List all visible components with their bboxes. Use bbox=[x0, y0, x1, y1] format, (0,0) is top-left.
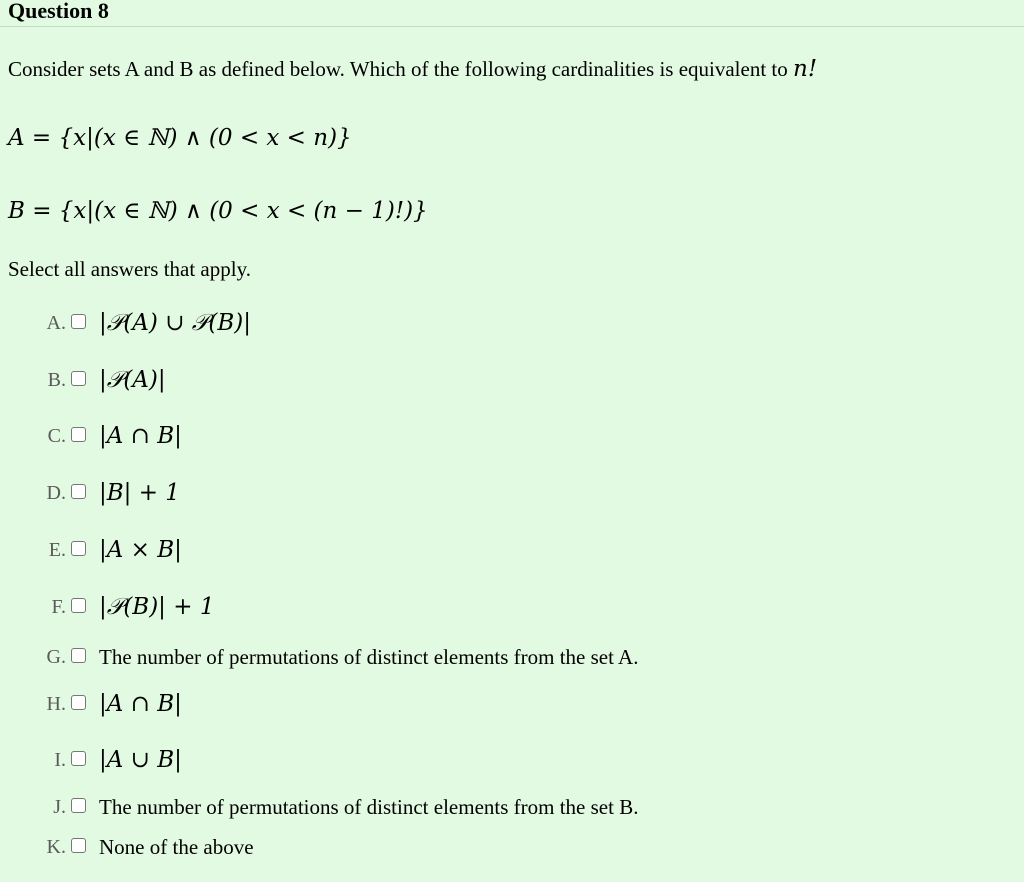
prompt-math: n! bbox=[793, 56, 818, 82]
question-prompt bbox=[8, 54, 817, 84]
option-h[interactable] bbox=[0, 686, 1024, 722]
checkbox-icon[interactable] bbox=[71, 541, 86, 556]
option-text: |𝒫(A)| bbox=[99, 367, 166, 393]
option-letter: F. bbox=[51, 596, 66, 618]
option-letter: I. bbox=[54, 749, 66, 771]
checkbox-icon[interactable] bbox=[71, 314, 86, 329]
checkbox-icon[interactable] bbox=[71, 838, 86, 853]
checkbox-icon[interactable] bbox=[71, 695, 86, 710]
instruction-text: Select all answers that apply. bbox=[8, 257, 251, 281]
option-text: |A × B| bbox=[99, 537, 182, 563]
option-i[interactable] bbox=[0, 742, 1024, 778]
option-j[interactable] bbox=[0, 789, 1024, 825]
option-d[interactable] bbox=[0, 475, 1024, 511]
option-text: The number of permutations of distinct elements from the set B. bbox=[99, 795, 639, 819]
option-e[interactable] bbox=[0, 532, 1024, 568]
option-letter: K. bbox=[46, 836, 66, 858]
option-letter: D. bbox=[46, 482, 66, 504]
option-text: |𝒫(B)| + 1 bbox=[99, 594, 215, 620]
option-letter: G. bbox=[46, 646, 66, 668]
option-f[interactable] bbox=[0, 589, 1024, 625]
checkbox-icon[interactable] bbox=[71, 648, 86, 663]
prompt-text: Consider sets A and B as defined below. Which of the following cardinalities is equivalent to bbox=[8, 57, 794, 81]
set-a-definition: A = {x|(x ∈ ℕ) ∧ (0 < x < n)} bbox=[8, 125, 352, 151]
title-divider bbox=[0, 26, 1024, 27]
checkbox-icon[interactable] bbox=[71, 751, 86, 766]
checkbox-icon[interactable] bbox=[71, 484, 86, 499]
option-text: |𝒫(A) ∪ 𝒫(B)| bbox=[99, 310, 251, 336]
option-letter: B. bbox=[47, 369, 66, 391]
question-title: Question 8 bbox=[8, 0, 109, 23]
option-b[interactable] bbox=[0, 362, 1024, 398]
checkbox-icon[interactable] bbox=[71, 798, 86, 813]
option-letter: H. bbox=[46, 693, 66, 715]
option-g[interactable] bbox=[0, 639, 1024, 675]
set-b-definition: B = {x|(x ∈ ℕ) ∧ (0 < x < (n − 1)!)} bbox=[8, 198, 428, 224]
option-text: The number of permutations of distinct elements from the set A. bbox=[99, 645, 639, 669]
option-text: |B| + 1 bbox=[99, 480, 180, 506]
option-text: |A ∩ B| bbox=[99, 691, 182, 717]
option-letter: E. bbox=[48, 539, 66, 561]
option-text: |A ∪ B| bbox=[99, 747, 182, 773]
option-letter: C. bbox=[47, 425, 66, 447]
checkbox-icon[interactable] bbox=[71, 371, 86, 386]
option-text: None of the above bbox=[99, 835, 254, 859]
option-letter: J. bbox=[53, 796, 66, 818]
option-k[interactable] bbox=[0, 829, 1024, 865]
option-a[interactable] bbox=[0, 305, 1024, 341]
checkbox-icon[interactable] bbox=[71, 598, 86, 613]
option-text: |A ∩ B| bbox=[99, 423, 182, 449]
checkbox-icon[interactable] bbox=[71, 427, 86, 442]
option-c[interactable] bbox=[0, 418, 1024, 454]
option-letter: A. bbox=[46, 312, 66, 334]
